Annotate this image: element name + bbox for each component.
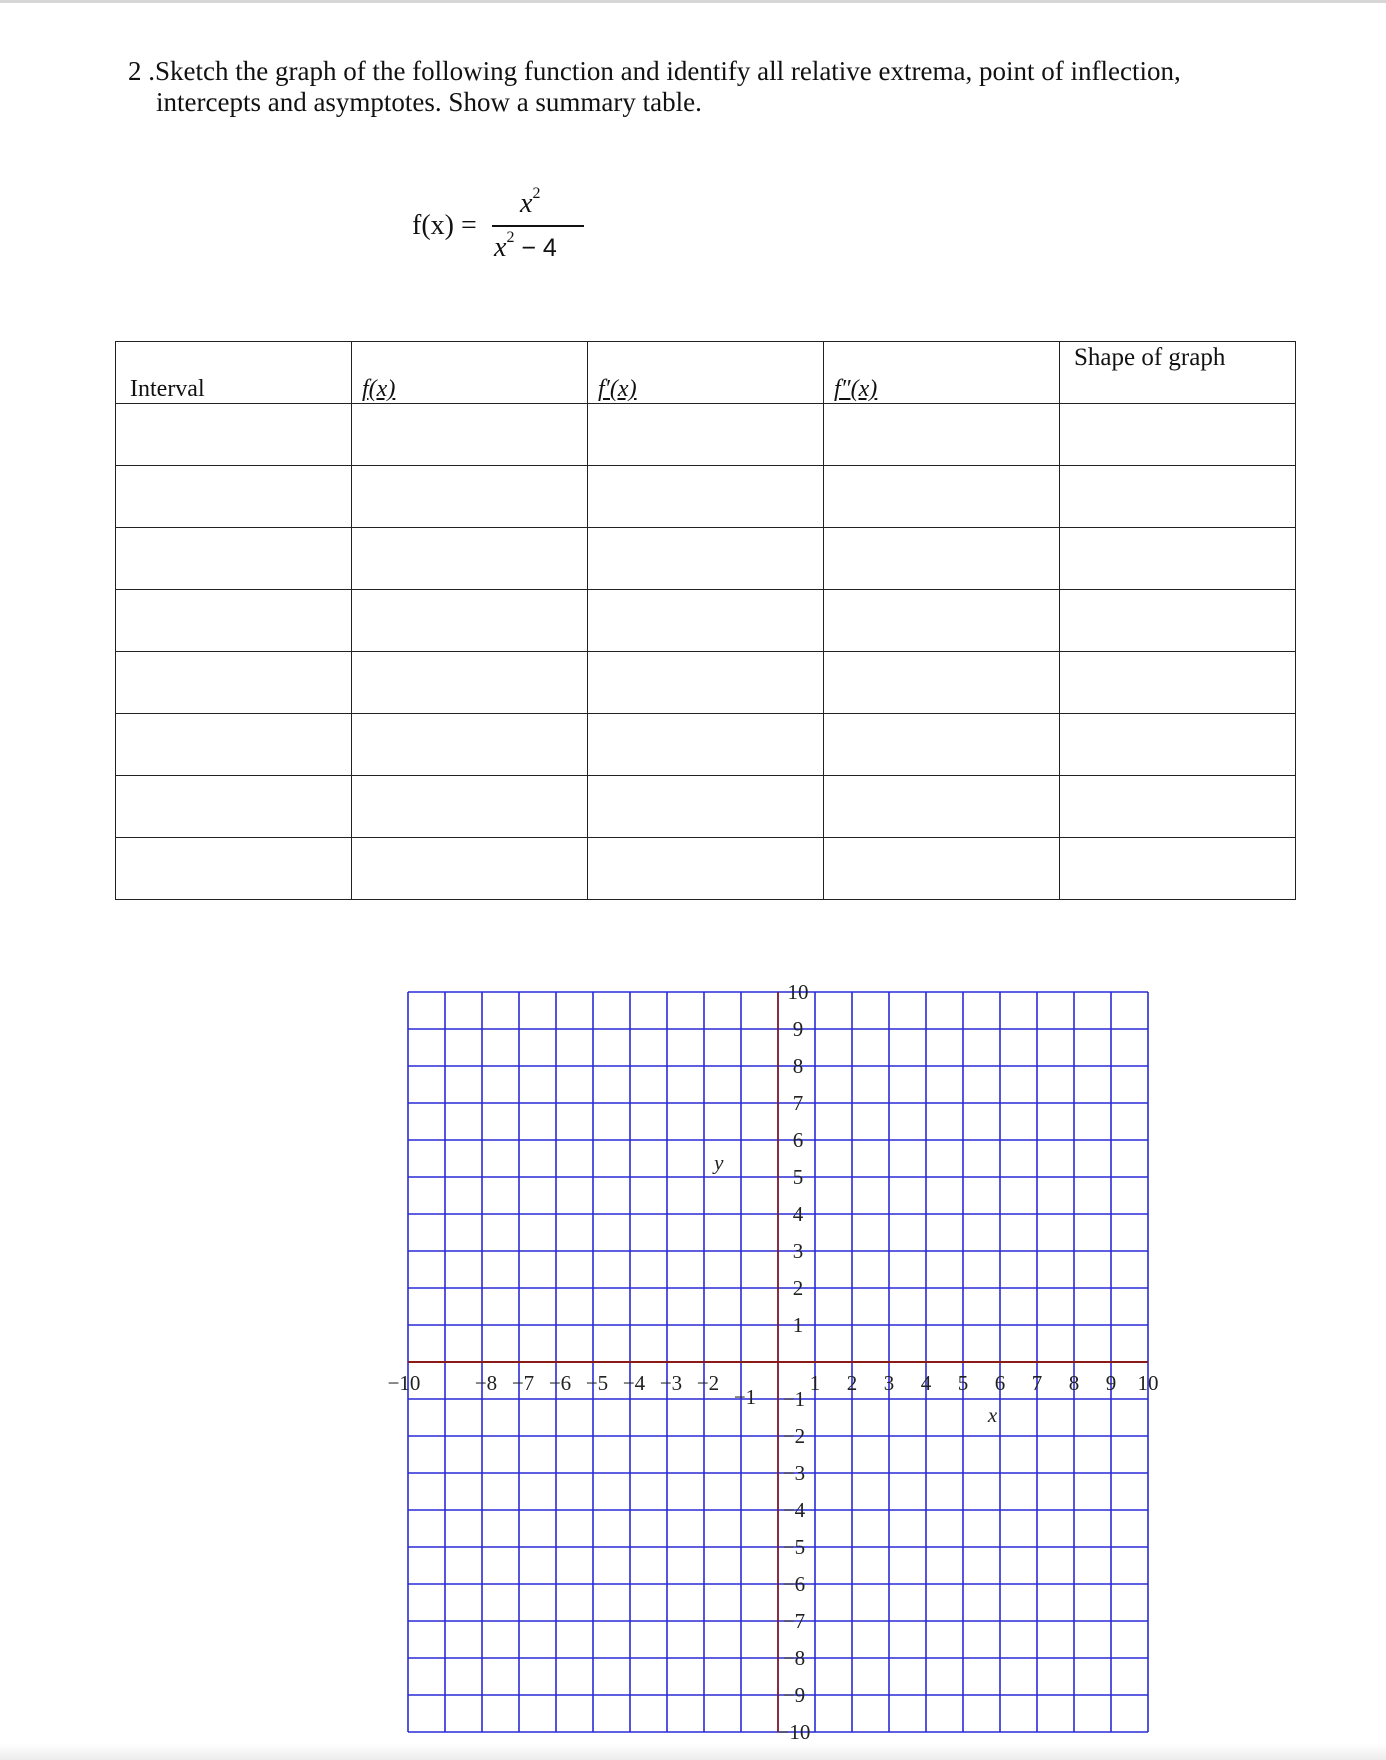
table-cell[interactable] [116,528,352,590]
table-cell[interactable] [824,652,1060,714]
header-shape: Shape of graph [1060,342,1296,404]
table-row [116,776,1296,838]
summary-table-header-row [116,342,1296,404]
x-tick-label: 4 [920,1371,932,1395]
table-cell[interactable] [588,838,824,900]
y-tick-label: −7 [782,1609,806,1633]
table-cell[interactable] [824,714,1060,776]
page-bottom-edge [0,1744,1386,1760]
table-cell[interactable] [352,714,588,776]
y-tick-label: −10 [777,1720,811,1744]
y-tick-label: 8 [792,1054,804,1078]
header-fprime: f′(x) [588,342,824,404]
y-tick-label: 3 [792,1239,804,1263]
table-cell[interactable] [1060,652,1296,714]
table-cell[interactable] [588,652,824,714]
table-cell[interactable] [824,776,1060,838]
table-cell[interactable] [116,466,352,528]
y-axis-label: y [714,1150,724,1175]
y-tick-label: −4 [782,1498,806,1522]
table-row [116,466,1296,528]
y-tick-label: 10 [787,980,809,1004]
y-tick-label: 1 [792,1313,804,1337]
table-cell[interactable] [1060,838,1296,900]
formula-numerator: $x^2$ [520,184,541,219]
summary-table [115,341,1296,900]
table-row [116,838,1296,900]
table-cell[interactable] [352,466,588,528]
y-tick-label: 9 [792,1017,804,1041]
formula-denominator: $x^2 - 4$ [494,228,557,263]
table-cell[interactable] [588,404,824,466]
x-tick-label: 3 [883,1371,895,1395]
x-tick-label: −2 [696,1371,720,1395]
table-row [116,528,1296,590]
table-row [116,404,1296,466]
header-interval: Interval [116,342,352,404]
header-fdoubleprime: f″(x) [824,342,1060,404]
problem-line-1: 2 .Sketch the graph of the following function and identify all relative extrema, point of inflection, [128,56,1181,86]
x-tick-label: −8 [474,1371,498,1395]
table-cell[interactable] [116,714,352,776]
x-tick-label: −5 [585,1371,609,1395]
table-cell[interactable] [588,714,824,776]
table-cell[interactable] [352,528,588,590]
x-tick-label: −10 [387,1371,421,1395]
table-cell[interactable] [1060,528,1296,590]
x-tick-label: −6 [548,1371,572,1395]
y-tick-label: −6 [782,1572,806,1596]
table-cell[interactable] [824,404,1060,466]
y-tick-label: −2 [782,1424,806,1448]
x-tick-label: 1 [809,1371,821,1395]
table-cell[interactable] [352,838,588,900]
table-cell[interactable] [1060,714,1296,776]
table-cell[interactable] [824,590,1060,652]
table-cell[interactable] [116,652,352,714]
table-cell[interactable] [116,776,352,838]
table-cell[interactable] [116,838,352,900]
x-tick-label: 10 [1137,1371,1159,1395]
x-tick-label: 5 [957,1371,969,1395]
table-cell[interactable] [116,404,352,466]
fraction-bar [492,225,584,227]
y-tick-label: 6 [792,1128,804,1152]
table-cell[interactable] [588,528,824,590]
problem-statement [128,56,1181,118]
table-cell[interactable] [1060,776,1296,838]
table-cell[interactable] [588,466,824,528]
x-tick-label: −3 [659,1371,683,1395]
table-cell[interactable] [588,776,824,838]
y-tick-label: 7 [792,1091,804,1115]
formula-lhs: f(x) = [412,210,477,241]
table-row [116,590,1296,652]
table-cell[interactable] [352,776,588,838]
coordinate-grid [360,980,1160,1760]
table-cell[interactable] [1060,466,1296,528]
x-tick-label: −4 [622,1371,646,1395]
table-cell[interactable] [1060,404,1296,466]
table-cell[interactable] [116,590,352,652]
table-cell[interactable] [352,652,588,714]
table-cell[interactable] [824,466,1060,528]
y-tick-label: 5 [792,1165,804,1189]
y-tick-label: −9 [782,1683,806,1707]
table-cell[interactable] [352,590,588,652]
y-tick-label: −1 [782,1387,806,1411]
window-top-border [0,0,1386,3]
x-axis-label: x [987,1403,998,1427]
y-tick-label: 2 [792,1276,804,1300]
table-cell[interactable] [1060,590,1296,652]
table-cell[interactable] [588,590,824,652]
y-tick-label: 4 [792,1202,804,1226]
y-tick-label: −8 [782,1646,806,1670]
x-tick-label: −7 [511,1371,535,1395]
x-tick-label: −1 [733,1385,757,1409]
x-tick-label: 6 [994,1371,1006,1395]
problem-line-2: intercepts and asymptotes. Show a summary table. [156,87,702,117]
y-tick-label: −5 [782,1535,806,1559]
table-cell[interactable] [352,404,588,466]
table-cell[interactable] [824,528,1060,590]
x-tick-label: 2 [846,1371,858,1395]
table-cell[interactable] [824,838,1060,900]
header-fx: f(x) [352,342,588,404]
x-tick-label: 7 [1031,1371,1043,1395]
table-row [116,714,1296,776]
x-tick-label: 9 [1105,1371,1117,1395]
table-row [116,652,1296,714]
y-tick-label: −3 [782,1461,806,1485]
x-tick-label: 8 [1068,1371,1080,1395]
